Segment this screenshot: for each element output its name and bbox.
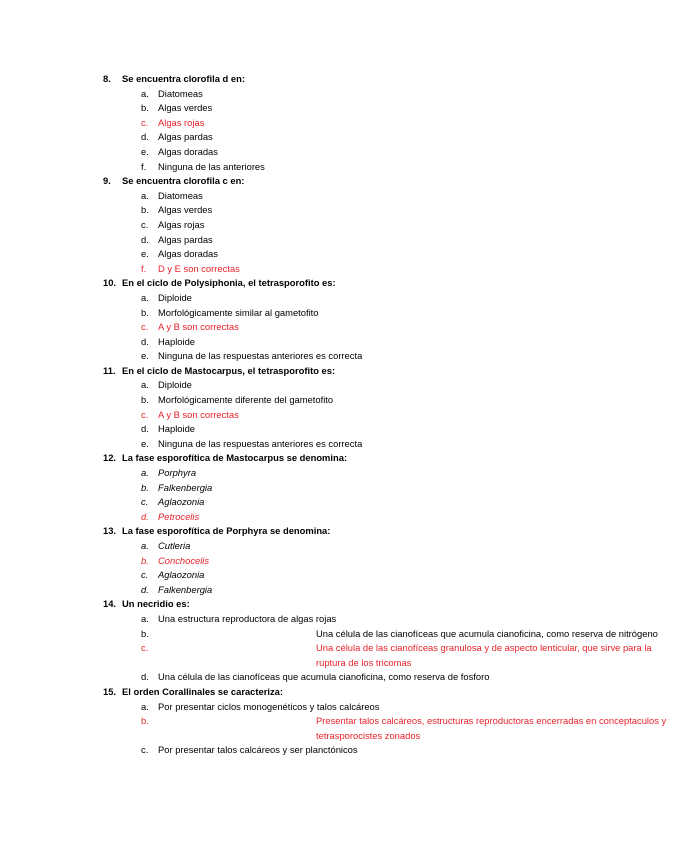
option-letter: e.	[141, 145, 149, 157]
question-number: 14.	[103, 598, 117, 610]
option-text: Algas pardas	[158, 233, 213, 245]
question-text: La fase esporofítica de Porphyra se denomina:	[122, 525, 331, 537]
question-text: Un necridio es:	[122, 598, 190, 610]
option-letter: a.	[141, 467, 149, 479]
option-text: Una célula de las cianofíceas que acumula cianoficina, como reserva de fosforo	[158, 671, 490, 683]
option-letter: a.	[141, 189, 149, 201]
question-text: Se encuentra clorofila d en:	[122, 73, 245, 84]
option-letter: d.	[141, 583, 149, 595]
option-letter: d.	[141, 131, 149, 143]
option-text: Petrocelis	[158, 510, 200, 522]
option-text: Aglaozonia	[158, 569, 205, 581]
option-letter: b.	[141, 394, 149, 406]
question-heading	[0, 685, 599, 700]
option-letter: e.	[141, 437, 149, 449]
option-text: Haploide	[158, 423, 196, 435]
answer-option	[0, 247, 599, 262]
answer-option	[0, 335, 599, 350]
option-letter: b.	[141, 481, 149, 493]
answer-option	[0, 233, 599, 248]
question-heading	[0, 451, 599, 466]
answer-option	[0, 700, 599, 715]
option-letter: c.	[141, 321, 149, 333]
answer-option	[0, 101, 599, 116]
option-letter: e.	[141, 350, 149, 362]
option-text: Presentar talos calcáreos, estructuras reproductoras encerradas en conceptaculos y tetrasporocistes zonados	[316, 715, 667, 741]
option-letter: f.	[141, 160, 147, 172]
option-text: Algas verdes	[158, 204, 213, 216]
option-letter: c.	[141, 408, 149, 420]
question-heading	[0, 72, 599, 87]
question-heading	[0, 597, 599, 612]
answer-option	[0, 349, 599, 364]
option-letter: d.	[141, 671, 149, 683]
answer-option	[0, 291, 599, 306]
option-letter: d.	[141, 510, 149, 522]
option-text: Aglaozonia	[158, 496, 205, 508]
option-letter: b.	[141, 715, 149, 727]
answer-option	[0, 495, 599, 510]
option-text: Haploide	[158, 335, 196, 347]
answer-option	[0, 422, 599, 437]
option-letter: c.	[141, 218, 149, 230]
option-text: Conchocelis	[158, 554, 210, 566]
option-text: Diploide	[158, 291, 192, 303]
answer-option	[0, 612, 599, 627]
option-text: Ninguna de las respuestas anteriores es correcta	[158, 437, 363, 449]
question-heading	[0, 276, 599, 291]
option-text: Algas verdes	[158, 102, 213, 114]
option-text: Morfológicamente diferente del gametofito	[158, 394, 334, 406]
answer-option-correct	[0, 641, 652, 670]
option-letter: a.	[141, 700, 149, 712]
answer-option	[0, 189, 599, 204]
question-heading	[0, 364, 599, 379]
option-text: Algas rojas	[158, 218, 205, 230]
option-letter: b.	[141, 204, 149, 216]
option-letter: c.	[141, 569, 149, 581]
answer-option	[0, 670, 599, 685]
option-text: Diploide	[158, 379, 192, 391]
option-letter: a.	[141, 291, 149, 303]
answer-option	[0, 145, 599, 160]
answer-option	[0, 539, 599, 554]
option-letter: c.	[141, 744, 149, 756]
answer-option	[0, 130, 599, 145]
answer-option	[0, 466, 599, 481]
option-text: Algas rojas	[158, 116, 205, 128]
option-text: Ninguna de las anteriores	[158, 160, 265, 172]
answer-option	[0, 160, 599, 175]
option-letter: f.	[141, 262, 147, 274]
option-letter: a.	[141, 612, 149, 624]
answer-option-correct	[0, 408, 599, 423]
question-number: 13.	[103, 525, 117, 537]
answer-option	[0, 743, 599, 758]
option-text: Por presentar talos calcáreos y ser planctónicos	[158, 744, 358, 756]
question-text: En el ciclo de Mastocarpus, el tetrasporofito es:	[122, 364, 336, 376]
question-number: 11.	[103, 364, 116, 376]
document-body	[0, 72, 667, 758]
option-text: Algas pardas	[158, 131, 213, 143]
question-text: El orden Corallinales se caracteriza:	[122, 685, 284, 697]
option-letter: d.	[141, 335, 149, 347]
answer-option	[0, 306, 599, 321]
option-text: A y B son correctas	[158, 321, 239, 333]
option-text: Diatomeas	[158, 87, 203, 99]
option-letter: a.	[141, 379, 149, 391]
answer-option-correct	[0, 714, 667, 743]
question-text: La fase esporofítica de Mastocarpus se denomina:	[122, 452, 348, 464]
answer-option-correct	[0, 510, 599, 525]
option-text: Porphyra	[158, 467, 197, 479]
answer-option	[0, 627, 658, 642]
question-number: 9.	[103, 175, 111, 187]
option-letter: a.	[141, 87, 149, 99]
option-text: Una célula de las cianofíceas granulosa y de aspecto lenticular, que sirve para la ruptura de los tricomas	[316, 642, 652, 668]
question-text: En el ciclo de Polysiphonia, el tetrasporofito es:	[122, 277, 336, 289]
answer-option	[0, 393, 599, 408]
option-text: A y B son correctas	[158, 408, 239, 420]
option-text: Una célula de las cianofíceas que acumula cianoficina, como reserva de nitrógeno	[316, 627, 658, 639]
option-text: Una estructura reproductora de algas rojas	[158, 612, 337, 624]
option-text: Algas doradas	[158, 248, 218, 260]
option-letter: c.	[141, 116, 149, 128]
option-text: Cutleria	[158, 540, 191, 551]
answer-option-correct	[0, 554, 599, 569]
option-text: Por presentar ciclos monogenéticos y talos calcáreos	[158, 700, 380, 712]
option-text: D y E son correctas	[158, 262, 240, 274]
question-heading	[0, 524, 599, 539]
answer-option	[0, 437, 599, 452]
question-number: 8.	[103, 73, 111, 84]
option-letter: d.	[141, 233, 149, 245]
answer-option	[0, 583, 599, 598]
question-heading	[0, 174, 599, 189]
question-number: 15.	[103, 685, 117, 697]
option-letter: c.	[141, 496, 149, 508]
option-letter: b.	[141, 627, 149, 639]
option-letter: b.	[141, 102, 149, 114]
question-number: 10.	[103, 277, 117, 289]
option-letter: d.	[141, 423, 149, 435]
answer-option	[0, 481, 599, 496]
option-letter: e.	[141, 248, 149, 260]
option-letter: b.	[141, 306, 149, 318]
question-text: Se encuentra clorofila c en:	[122, 175, 245, 187]
question-number: 12.	[103, 452, 117, 464]
option-text: Algas doradas	[158, 145, 218, 157]
answer-option-correct	[0, 116, 599, 131]
option-letter: b.	[141, 554, 149, 566]
option-text: Falkenbergia	[158, 481, 213, 493]
option-text: Falkenbergia	[158, 583, 213, 595]
option-text: Ninguna de las respuestas anteriores es correcta	[158, 350, 363, 362]
answer-option	[0, 87, 599, 102]
option-text: Morfológicamente similar al gametofito	[158, 306, 319, 318]
option-text: Diatomeas	[158, 189, 203, 201]
answer-option	[0, 203, 599, 218]
answer-option	[0, 568, 599, 583]
answer-option	[0, 218, 599, 233]
option-letter: a.	[141, 540, 149, 551]
option-letter: c.	[141, 642, 149, 654]
answer-option	[0, 378, 599, 393]
answer-option-correct	[0, 320, 599, 335]
answer-option-correct	[0, 262, 599, 277]
